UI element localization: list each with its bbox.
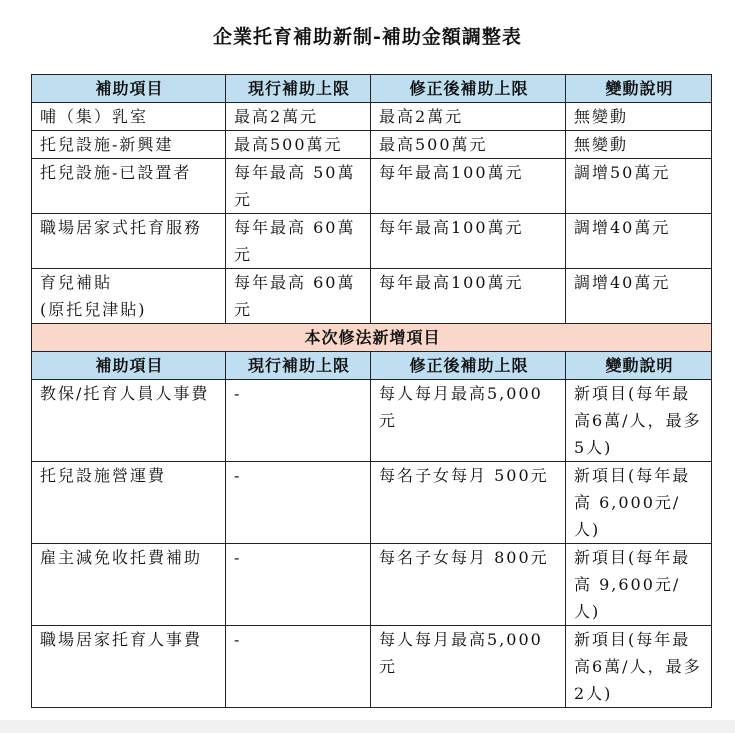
table-cell: 每人每月最高5,000元 <box>371 380 566 462</box>
table-cell: - <box>226 626 371 708</box>
table-row <box>32 214 712 269</box>
table-row <box>32 626 712 708</box>
table-cell: 調增40萬元 <box>566 214 712 269</box>
table-row <box>32 269 712 324</box>
table-cell: 雇主減免收托費補助 <box>32 544 226 626</box>
table-cell: 新項目(每年最高 6,000元/人) <box>566 462 712 544</box>
table-cell: 職場居家式托育服務 <box>32 214 226 269</box>
table-cell: 無變動 <box>566 103 712 131</box>
table-cell: 每名子女每月 800元 <box>371 544 566 626</box>
table-cell: 每年最高 60萬元 <box>226 269 371 324</box>
table-cell: 調增40萬元 <box>566 269 712 324</box>
table-header-row <box>32 75 712 103</box>
table-cell: 調增50萬元 <box>566 159 712 214</box>
table-cell: 托兒設施-新興建 <box>32 131 226 159</box>
table-cell: 教保/托育人員人事費 <box>32 380 226 462</box>
table-cell: 最高2萬元 <box>371 103 566 131</box>
table-cell: 職場居家托育人事費 <box>32 626 226 708</box>
table-cell: 每年最高100萬元 <box>371 159 566 214</box>
table-cell: 最高500萬元 <box>226 131 371 159</box>
header-cell-revised: 修正後補助上限 <box>371 352 566 380</box>
table-cell: 無變動 <box>566 131 712 159</box>
table-row <box>32 544 712 626</box>
table-cell: 每名子女每月 500元 <box>371 462 566 544</box>
section-row <box>32 324 712 352</box>
header-cell-change: 變動說明 <box>566 352 712 380</box>
table-cell: 育兒補貼 (原托兒津貼) <box>32 269 226 324</box>
table-cell: - <box>226 544 371 626</box>
table-cell: - <box>226 462 371 544</box>
table-cell: 每人每月最高5,000元 <box>371 626 566 708</box>
header-cell-current: 現行補助上限 <box>226 352 371 380</box>
table-cell: 每年最高 60萬元 <box>226 214 371 269</box>
page-title: 企業托育補助新制-補助金額調整表 <box>213 26 522 48</box>
table-cell: 新項目(每年最高 9,600元/人) <box>566 544 712 626</box>
table-cell: 托兒設施營運費 <box>32 462 226 544</box>
table-row <box>32 462 712 544</box>
header-cell-item: 補助項目 <box>32 75 226 103</box>
table-cell: 最高500萬元 <box>371 131 566 159</box>
table-row <box>32 131 712 159</box>
table-cell: - <box>226 380 371 462</box>
table-header-row <box>32 352 712 380</box>
table-cell: 哺（集）乳室 <box>32 103 226 131</box>
table-row <box>32 380 712 462</box>
table-cell: 每年最高100萬元 <box>371 269 566 324</box>
header-cell-revised: 修正後補助上限 <box>371 75 566 103</box>
section-title: 本次修法新增項目 <box>32 324 712 352</box>
table-cell: 新項目(每年最高6萬/人，最多5人) <box>566 380 712 462</box>
subsidy-table <box>31 74 712 708</box>
table-cell: 每年最高100萬元 <box>371 214 566 269</box>
table-row <box>32 103 712 131</box>
table-cell: 每年最高 50萬元 <box>226 159 371 214</box>
footer-strip <box>0 720 735 733</box>
table-row <box>32 159 712 214</box>
table-cell: 最高2萬元 <box>226 103 371 131</box>
header-cell-change: 變動說明 <box>566 75 712 103</box>
header-cell-item: 補助項目 <box>32 352 226 380</box>
table-cell: 托兒設施-已設置者 <box>32 159 226 214</box>
header-cell-current: 現行補助上限 <box>226 75 371 103</box>
table-cell: 新項目(每年最高6萬/人，最多2人) <box>566 626 712 708</box>
